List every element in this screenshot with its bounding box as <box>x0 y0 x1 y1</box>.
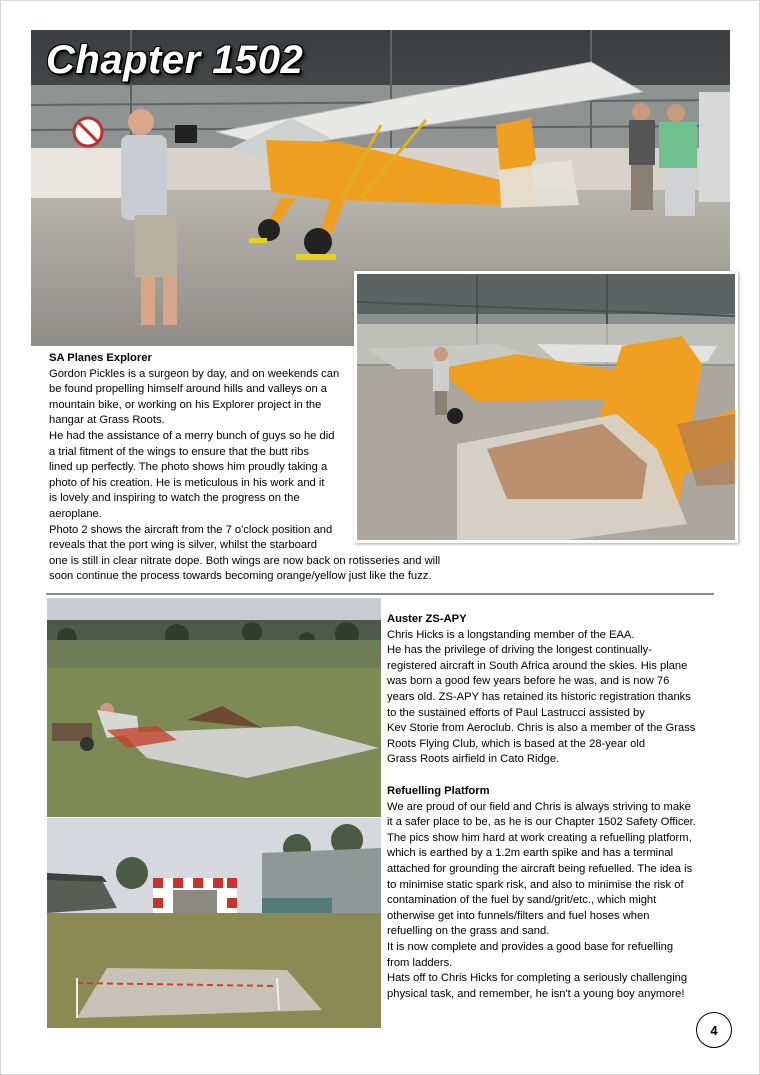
body-line: to minimise static spark risk, and also to minimise the risk of <box>387 878 684 891</box>
body-line: to the sustained efforts of Paul Lastrucci assisted by <box>387 706 645 719</box>
body-line: one is still in clear nitrate dope. Both wings are now back on rotisseries and will <box>49 554 441 567</box>
platform-photo-1 <box>47 598 381 817</box>
page-title: Chapter 1502 <box>46 38 304 82</box>
body-line: reveals that the port wing is silver, whilst the starboard <box>49 539 318 552</box>
body-line: He had the assistance of a merry bunch of guys so he did <box>49 429 335 442</box>
body-line: Gordon Pickles is a surgeon by day, and on weekends can <box>49 367 340 380</box>
body-line: It is now complete and provides a good base for refuelling <box>387 940 674 953</box>
body-line: it a safer place to be, as he is our Chapter 1502 Safety Officer. <box>387 816 696 829</box>
section-divider <box>46 593 714 595</box>
section-heading-refuelling: Refuelling Platform <box>387 785 490 797</box>
section-heading-explorer: SA Planes Explorer <box>49 352 152 364</box>
body-line: soon continue the process towards becoming orange/yellow just like the fuzz. <box>49 570 432 583</box>
body-line: contamination of the fuel by sand/grit/etc., which might <box>387 894 657 907</box>
body-line: He has the privilege of driving the longest continually- <box>387 644 652 657</box>
body-line: aeroplane. <box>49 507 102 520</box>
body-line: The pics show him hard at work creating a refuelling platform, <box>387 831 692 844</box>
body-line: Photo 2 shows the aircraft from the 7 o'clock position and <box>49 523 333 536</box>
body-line: is lovely and inspiring to watch the progress on the <box>49 492 300 505</box>
body-line: mountain bike, or working on his Explorer project in the <box>49 398 322 411</box>
body-line: otherwise get into funnels/filters and fuel hoses when <box>387 909 650 922</box>
body-line: attached for grounding the aircraft being refuelled. The idea is <box>387 862 693 875</box>
body-line: registered aircraft in South Africa around the skies. His plane <box>387 659 688 672</box>
body-line: years old. ZS-APY has retained its historic registration thanks <box>387 690 691 703</box>
body-line: photo of his creation. He is meticulous in his work and it <box>49 476 325 489</box>
body-line: Grass Roots airfield in Cato Ridge. <box>387 753 560 766</box>
section-auster <box>387 612 717 768</box>
page-number: 4 <box>696 1012 732 1048</box>
body-line: was born a good few years before he was, and is now 76 <box>387 675 670 688</box>
body-line: We are proud of our field and Chris is always striving to make <box>387 800 691 813</box>
section-explorer <box>49 351 479 585</box>
section-refuelling <box>387 784 717 1002</box>
body-line: Hats off to Chris Hicks for completing a seriously challenging <box>387 972 688 985</box>
body-line: hangar at Grass Roots. <box>49 414 165 427</box>
body-line: Kev Storie from Aeroclub. Chris is also a member of the Grass <box>387 722 696 735</box>
body-line: refuelling on the grass and sand. <box>387 925 550 938</box>
body-line: from ladders. <box>387 956 453 969</box>
body-line: which is earthed by a 1.2m earth spike and has a terminal <box>387 847 674 860</box>
body-line: be found propelling himself around hills and valleys on a <box>49 383 327 396</box>
body-line: lined up perfectly. The photo shows him proudly taking a <box>49 461 328 474</box>
platform-photo-2 <box>47 818 381 1028</box>
section-heading-auster: Auster ZS-APY <box>387 613 467 625</box>
body-line: Roots Flying Club, which is based at the 28-year old <box>387 737 646 750</box>
body-line: physical task, and remember, he isn't a young boy anymore! <box>387 987 685 1000</box>
body-line: a trial fitment of the wings to ensure that the butt ribs <box>49 445 309 458</box>
body-line: Chris Hicks is a longstanding member of the EAA. <box>387 628 635 641</box>
